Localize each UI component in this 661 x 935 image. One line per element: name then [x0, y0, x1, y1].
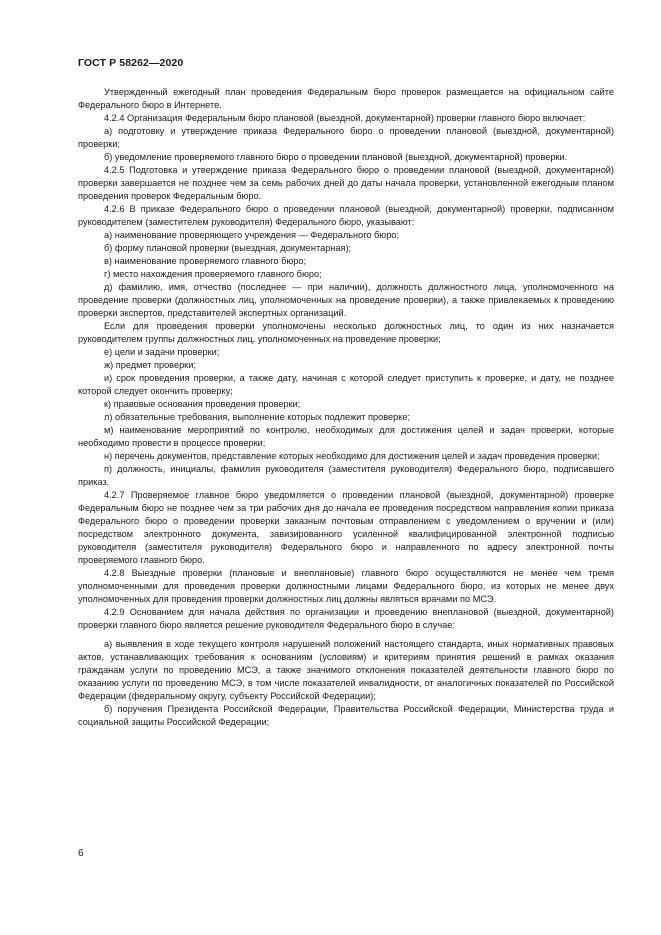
paragraph: 4.2.7 Проверяемое главное бюро уведомляется о проведении плановой (выездной, документарной) проверке Федеральным бюро не позднее чем за три рабочих дня до начала ее проведения посредством направления копии приказа Федерального бюро о проведении проверки заказным почтовым отправлением с уведомлением о вручении и (или) посредством электронного документа, завизированного усиленной квалифицированной электронной подписью руководителя (заместителя руководителя) Федерального бюро и направленного по адресу электронной почты проверяемого главного бюро. [78, 490, 614, 565]
list-item: ж) предмет проверки; [104, 360, 196, 370]
paragraph: Утвержденный ежегодный план проведения Федеральным бюро проверок размещается на официальном сайте Федерального бюро в Интернете. [78, 87, 614, 110]
document-header: ГОСТ Р 58262—2020 [78, 57, 184, 69]
list-item: а) наименование проверяющего учреждения — Федерального бюро; [104, 230, 399, 240]
list-item: п) должность, инициалы, фамилия руководителя (заместителя руководителя) Федерального бюро, подписавшего приказ. [78, 464, 614, 487]
list-item: б) уведомление проверяемого главного бюро о проведении плановой (выездной, документарной) проверки. [104, 152, 568, 162]
paragraph: Если для проведения проверки уполномочены несколько должностных лиц, то один из них назначается руководителем группы должностных лиц, уполномоченных на проведение проверки; [78, 321, 614, 344]
list-item: е) цели и задачи проверки; [104, 347, 220, 357]
list-item: м) наименование мероприятий по контролю, необходимых для достижения целей и задач проверки, которые необходимо провести в процессе проверки; [78, 425, 614, 448]
list-item: л) обязательные требования, выполнение которых подлежит проверке; [104, 412, 411, 422]
paragraph: 4.2.4 Организация Федеральным бюро плановой (выездной, документарной) проверки главного бюро включает: [104, 113, 586, 123]
paragraph: 4.2.6 В приказе Федерального бюро о проведении плановой (выездной, документарной) проверки, подписанном руководителем (заместителем руководителя) Федерального бюро, указывают: [78, 204, 614, 227]
list-item: а) подготовку и утверждение приказа Федерального бюро о проведении плановой (выездной, документарной) проверки; [78, 126, 614, 149]
paragraph: 4.2.5 Подготовка и утверждение приказа Федерального бюро о проведении плановой (выездной, документарной) проверки завершается не позднее чем за семь рабочих дней до даты начала проверки, установленной ежегодным планом проведения проверок Федеральным бюро. [78, 165, 614, 201]
list-item: к) правовые основания проведения проверки; [104, 399, 301, 409]
paragraph: 4.2.9 Основанием для начала действия по организации и проведению внеплановой (выездной, документарной) проверки главного бюро является решение руководителя Федерального бюро в случае: [78, 607, 614, 630]
list-item: н) перечень документов, представление которых необходимо для достижения целей и задач проведения проверки; [104, 451, 600, 461]
paragraph: 4.2.8 Выездные проверки (плановые и внеплановые) главного бюро осуществляются не менее чем тремя уполномоченными для проведения проверки должностными лицами Федерального бюро, из которых не менее двух уполномоченных для проведения проверки должностных лиц должны являться врачами по МСЭ. [78, 568, 614, 604]
list-item: д) фамилию, имя, отчество (последнее — при наличии), должность должностного лица, уполномоченного на проведение проверки (должностных лиц, уполномоченных на проведение проверки), а также привлекаемых к проведению проверки экспертов, представителей экспертных организаций. [78, 282, 614, 318]
list-item: г) место нахождения проверяемого главного бюро; [104, 269, 322, 279]
list-item: а) выявления в ходе текущего контроля нарушений положений настоящего стандарта, иных нормативных правовых актов, устанавливающих требования к основаниям (условиям) и критериям принятия решений в рамках оказания гражданам услуги по проведению МСЭ, а также значимого отклонения показателей деятельности главного бюро по оказанию услуги по проведению МСЭ, в том числе показателей инвалидности, от аналогичных показателей по Российской Федерации (федеральному округу, субъекту Российской Федерации); [78, 639, 614, 701]
list-item: в) наименование проверяемого главного бюро; [104, 256, 307, 266]
list-item: б) поручения Президента Российской Федерации, Правительства Российской Федерации, Министерства труда и социальной защиты Российской Федерации; [78, 704, 614, 727]
list-item: б) форму плановой проверки (выездная, документарная); [104, 243, 352, 253]
list-item: и) срок проведения проверки, а также дату, начиная с которой следует приступить к проверке, и дату, не позднее которой следует окончить проверку; [78, 373, 614, 396]
page-number: 6 [78, 848, 84, 859]
document-body [78, 86, 614, 729]
